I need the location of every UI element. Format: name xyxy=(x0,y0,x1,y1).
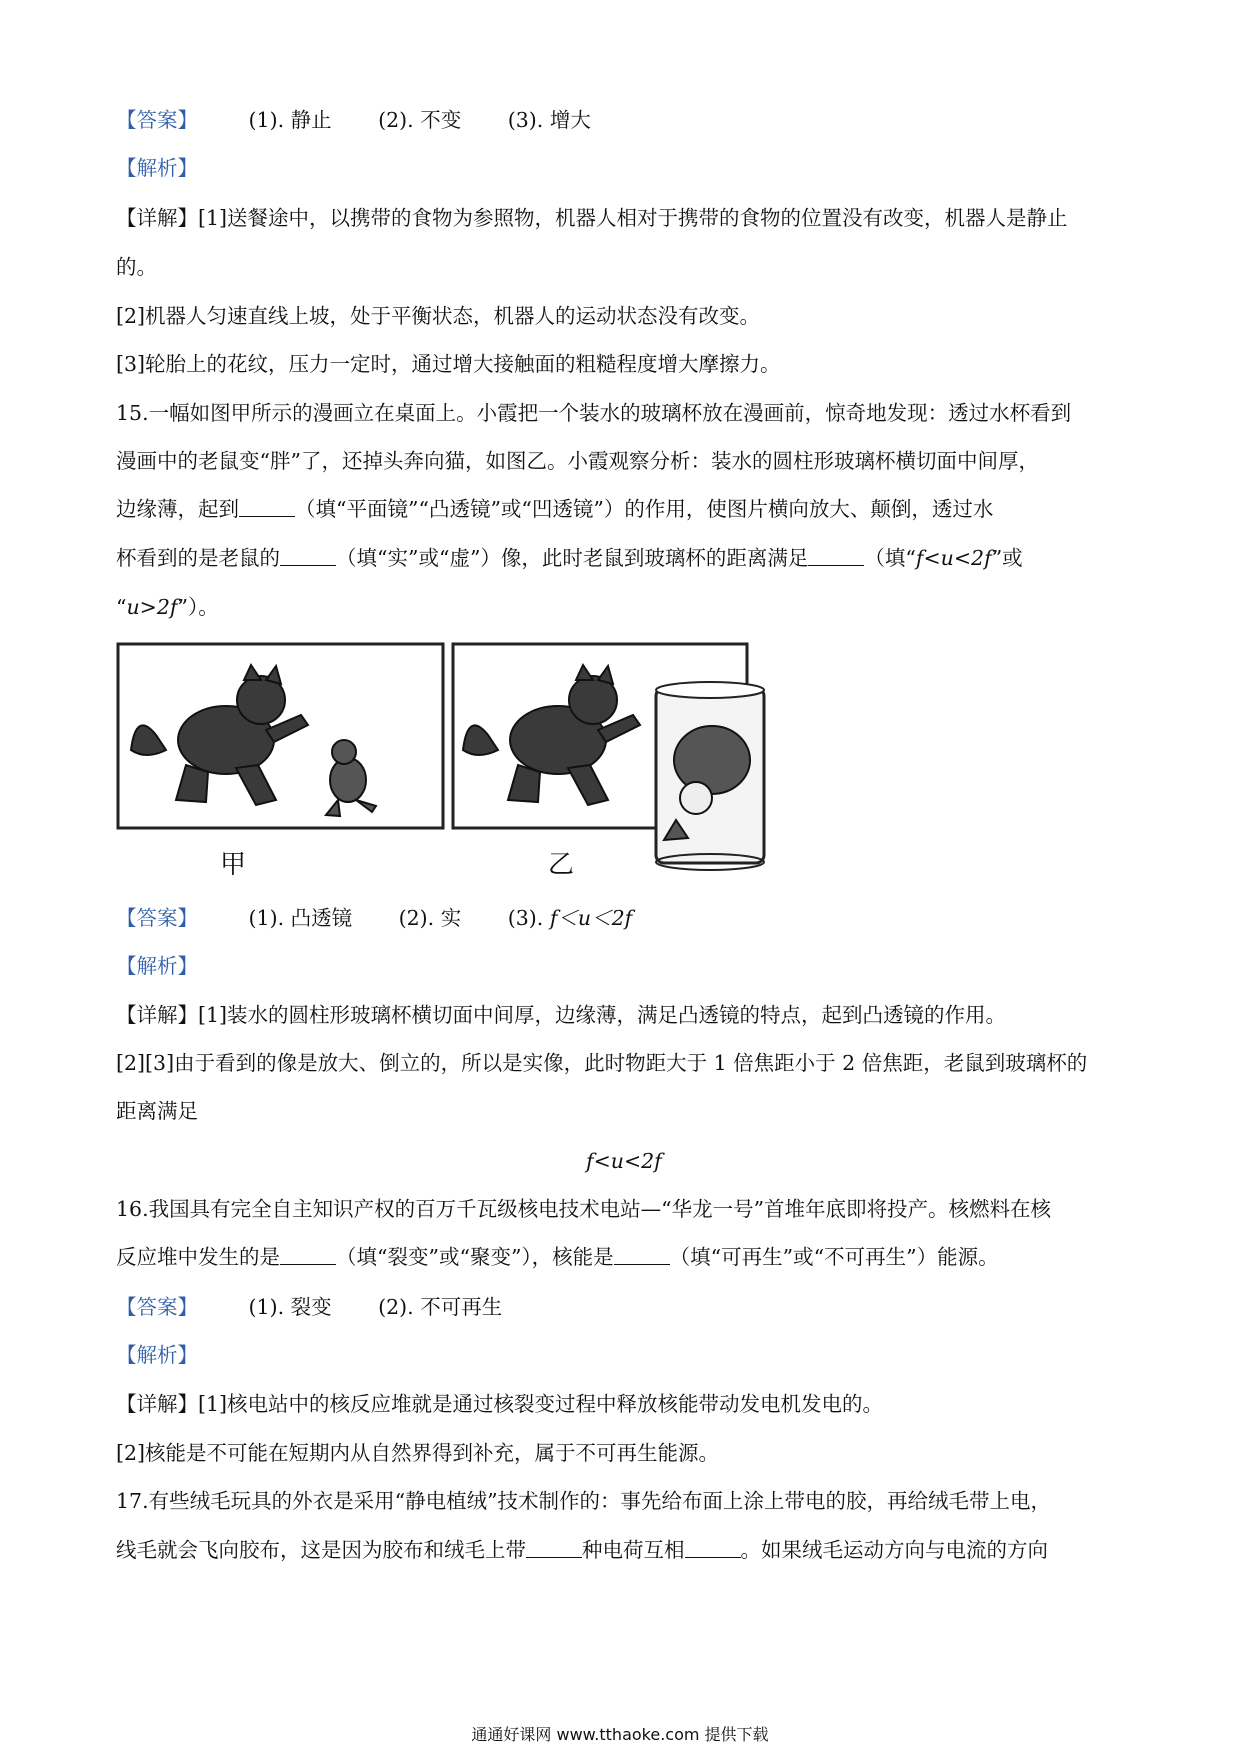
figure-label-b: 乙 xyxy=(548,850,575,880)
blank-1 xyxy=(239,500,295,517)
q15-analysis-line xyxy=(116,952,1136,980)
stem-text: 。如果绒毛运动方向与电流的方向 xyxy=(740,1538,1048,1562)
answer-2: (2). 实 xyxy=(398,906,462,930)
q15-stem-1: 15.一幅如图甲所示的漫画立在桌面上。小霞把一个装水的玻璃杯放在漫画前，惊奇地发现：透过水杯看到 xyxy=(116,401,1072,425)
detail-text: [1]送餐途中，以携带的食物为参照物，机器人相对于携带的食物的位置没有改变，机器人是静止 xyxy=(198,206,1068,230)
q16-detail-2: [2]核能是不可能在短期内从自然界得到补充，属于不可再生能源。 xyxy=(116,1441,720,1465)
q14-detail-1 xyxy=(116,204,1136,232)
detail-tag: 【详解】 xyxy=(116,1392,198,1416)
detail-text: [1]核电站中的核反应堆就是通过核裂变过程中释放核能带动发电机发电的。 xyxy=(198,1392,884,1416)
q15-detail-2: [2][3]由于看到的像是放大、倒立的，所以是实像，此时物距大于 1 倍焦距小于 2 倍焦距，老鼠到玻璃杯的 xyxy=(116,1051,1088,1075)
q16-analysis-line xyxy=(116,1341,1136,1369)
blank-2 xyxy=(280,549,336,566)
stem-text: 线毛就会飞向胶布，这是因为胶布和绒毛上带 xyxy=(116,1538,526,1562)
option-math: f<u<2f xyxy=(915,546,992,570)
stem-text: （填“裂变”或“聚变”），核能是 xyxy=(336,1245,614,1269)
q14-detail-2: [2]机器人匀速直线上坡，处于平衡状态，机器人的运动状态没有改变。 xyxy=(116,304,761,328)
q15-stem-5 xyxy=(116,593,1136,621)
q16-answer-line xyxy=(116,1293,1136,1321)
stem-text: 边缘薄，起到 xyxy=(116,497,239,521)
q15-detail-1 xyxy=(116,1001,1136,1029)
stem-text: （填“可再生”或“不可再生”）能源。 xyxy=(669,1245,999,1269)
stem-text: 反应堆中发生的是 xyxy=(116,1245,280,1269)
option-math: u>2f xyxy=(126,595,178,619)
stem-text: “ xyxy=(116,595,127,619)
q15-detail-2-cont: 距离满足 xyxy=(116,1099,198,1123)
answer-3-math: f＜u＜2f xyxy=(549,906,633,930)
answer-3 xyxy=(508,904,633,932)
figure-label-a: 甲 xyxy=(220,850,247,880)
stem-text: ”或 xyxy=(991,546,1023,570)
stem-text: 杯看到的是老鼠的 xyxy=(116,546,280,570)
q14-analysis-line xyxy=(116,154,1136,182)
q15-stem-2: 漫画中的老鼠变“胖”了，还掉头奔向猫，如图乙。小霞观察分析：装水的圆柱形玻璃杯横切面中间厚， xyxy=(116,449,1039,473)
stem-text: 种电荷互相 xyxy=(582,1538,685,1562)
blank-2 xyxy=(614,1248,670,1265)
answer-3-prefix: (3). xyxy=(507,906,550,930)
answer-2: (2). 不变 xyxy=(378,108,462,132)
answer-tag: 【答案】 xyxy=(116,108,198,132)
q17-stem-2 xyxy=(116,1536,1136,1564)
answer-1: (1). 凸透镜 xyxy=(248,906,353,930)
q15-stem-3 xyxy=(116,495,1136,523)
q17-stem-1: 17.有些绒毛玩具的外衣是采用“静电植绒”技术制作的：事先给布面上涂上带电的胶，再给绒毛带上电， xyxy=(116,1489,1052,1513)
stem-text: ”）。 xyxy=(177,595,219,619)
answer-tag: 【答案】 xyxy=(116,1295,198,1319)
q15-stem-4 xyxy=(116,544,1136,572)
blank-1 xyxy=(526,1541,582,1558)
q15-answer-line xyxy=(116,904,1136,932)
q14-detail-3: [3]轮胎上的花纹，压力一定时，通过增大接触面的粗糙程度增大摩擦力。 xyxy=(116,352,781,376)
q15-figure xyxy=(116,640,806,880)
stem-text: （填“平面镜”“凸透镜”或“凹透镜”）的作用，使图片横向放大、颠倒，透过水 xyxy=(295,497,994,521)
answer-1: (1). 静止 xyxy=(248,108,332,132)
analysis-tag: 【解析】 xyxy=(116,954,198,978)
answer-2: (2). 不可再生 xyxy=(378,1295,503,1319)
q14-answer-line xyxy=(116,106,1136,134)
blank-3 xyxy=(808,549,864,566)
blank-1 xyxy=(280,1248,336,1265)
answer-3: (3). 增大 xyxy=(507,108,591,132)
page-footer: 通通好课网 www.tthaoke.com 提供下载 xyxy=(471,1725,769,1744)
answer-tag: 【答案】 xyxy=(116,906,198,930)
answer-1: (1). 裂变 xyxy=(248,1295,332,1319)
detail-text: [1]装水的圆柱形玻璃杯横切面中间厚，边缘薄，满足凸透镜的特点，起到凸透镜的作用。 xyxy=(198,1003,1007,1027)
stem-text: （填“ xyxy=(864,546,916,570)
q16-detail-1 xyxy=(116,1390,1136,1418)
q16-stem-2 xyxy=(116,1243,1136,1271)
detail-tag: 【详解】 xyxy=(116,206,198,230)
blank-2 xyxy=(685,1541,741,1558)
detail-tag: 【详解】 xyxy=(116,1003,198,1027)
analysis-tag: 【解析】 xyxy=(116,1343,198,1367)
stem-text: （填“实”或“虚”）像，此时老鼠到玻璃杯的距离满足 xyxy=(336,546,809,570)
q14-detail-1-cont: 的。 xyxy=(116,255,157,279)
analysis-tag: 【解析】 xyxy=(116,156,198,180)
q15-formula: f<u<2f xyxy=(586,1149,662,1173)
q16-stem-1: 16.我国具有完全自主知识产权的百万千瓦级核电技术电站—“华龙一号”首堆年底即将投产。核燃料在核 xyxy=(116,1197,1052,1221)
